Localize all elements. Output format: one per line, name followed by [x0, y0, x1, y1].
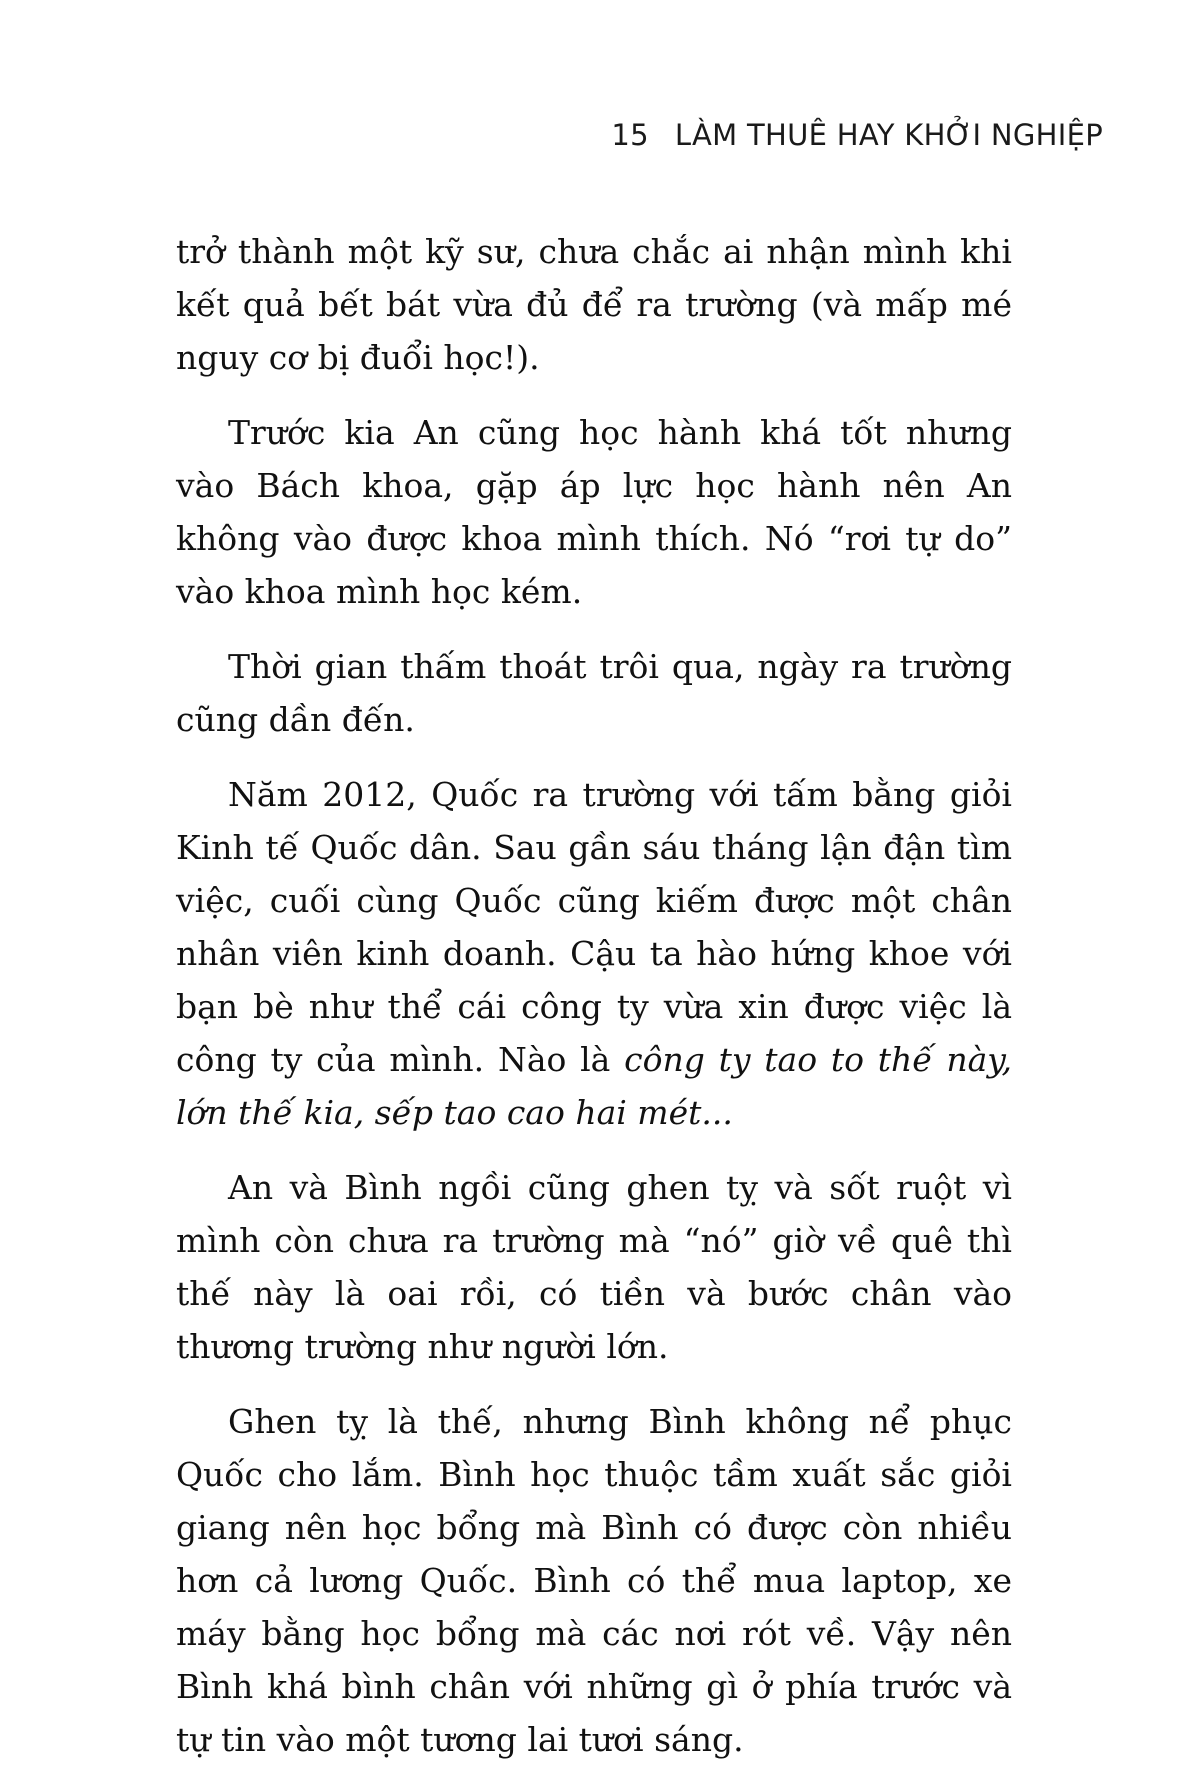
paragraph-text: Trước kia An cũng học hành khá tốt nhưng vào Bách khoa, gặp áp lực học hành nên An không vào được khoa mình thích. Nó “rơi tự do” vào khoa mình học kém.	[176, 413, 1012, 611]
paragraph-text: Năm 2012, Quốc ra trường với tấm bằng giỏi Kinh tế Quốc dân. Sau gần sáu tháng lận đận tìm việc, cuối cùng Quốc cũng kiếm được một chân nhân viên kinh doanh. Cậu ta hào hứng khoe với bạn bè như thể cái công ty vừa xin được việc là công ty của mình. Nào là	[176, 775, 1012, 1079]
paragraph-italic-text: công ty tao to thế này, lớn thế kia, sếp tao cao hai mét...	[176, 1040, 1013, 1132]
paragraph-text: An và Bình ngồi cũng ghen tỵ và sốt ruột vì mình còn chưa ra trường mà “nó” giờ về quê thì thế này là oai rồi, có tiền và bước chân vào thương trường như người lớn.	[176, 1168, 1012, 1366]
paragraph-text: trở thành một kỹ sư, chưa chắc ai nhận mình khi kết quả bết bát vừa đủ để ra trường (và mấp mé nguy cơ bị đuổi học!).	[176, 232, 1012, 377]
body-text	[176, 225, 1012, 1788]
paragraph-1	[176, 225, 1012, 384]
paragraph-text: Thời gian thấm thoát trôi qua, ngày ra trường cũng dần đến.	[176, 647, 1012, 739]
paragraph-text: Ghen tỵ là thế, nhưng Bình không nể phục Quốc cho lắm. Bình học thuộc tầm xuất sắc giỏi giang nên học bổng mà Bình có được còn nhiều hơn cả lương Quốc. Bình có thể mua laptop, xe máy bằng học bổng mà các nơi rót về. Vậy nên Bình khá bình chân với những gì ở phía trước và tự tin vào một tương lai tươi sáng.	[176, 1402, 1012, 1759]
running-header	[611, 118, 1103, 152]
paragraph-6	[176, 1395, 1012, 1766]
chapter-title: LÀM THUÊ HAY KHỞI NGHIỆP	[674, 118, 1103, 152]
paragraph-2	[176, 406, 1012, 618]
paragraph-4	[176, 768, 1012, 1139]
page-number: 15	[611, 118, 649, 152]
paragraph-3	[176, 640, 1012, 746]
paragraph-5	[176, 1161, 1012, 1373]
